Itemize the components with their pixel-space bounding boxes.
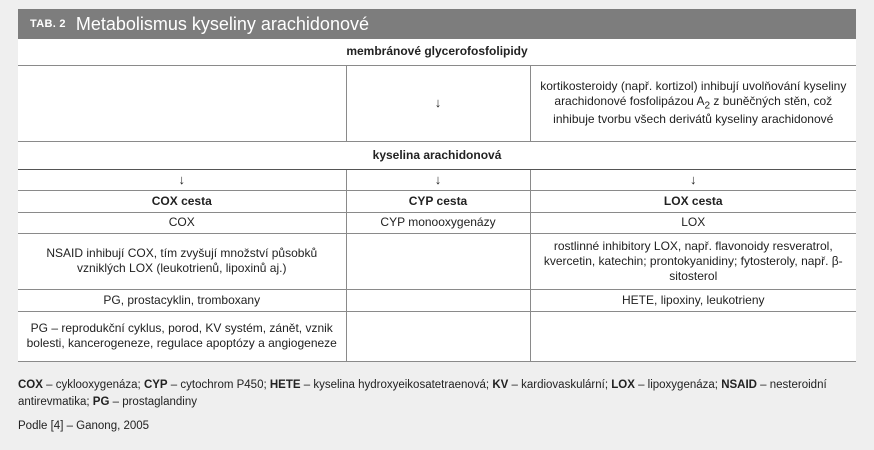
down-arrow-icon: ↓ bbox=[530, 169, 856, 190]
abbr-term: KV bbox=[492, 379, 509, 391]
metabolism-table bbox=[18, 39, 856, 362]
cyp-effects-cell bbox=[346, 311, 530, 361]
cox-inhibitors-cell: NSAID inhibují COX, tím zvyšují množství působků vzniklých LOX (leukotrienů, lipoxinů aj.) bbox=[18, 233, 346, 289]
lox-effects-cell bbox=[530, 311, 856, 361]
abbreviations-note bbox=[18, 377, 858, 412]
corticosteroid-note-text: kortikosteroidy (např. kortizol) inhibují uvolňování kyseliny arachidonové fosfolipázou A bbox=[540, 78, 847, 108]
cyp-inhibitors-cell bbox=[346, 233, 530, 289]
table-row bbox=[18, 311, 856, 361]
table-row bbox=[18, 65, 856, 141]
corticosteroid-note-text-end: z buněčných stěn, což inhibuje tvorbu všech derivátů kyseliny arachidonové bbox=[553, 93, 834, 127]
lox-enzyme-cell: LOX bbox=[530, 212, 856, 233]
membrane-phospholipids-cell: membránové glycerofosfolipidy bbox=[18, 39, 856, 65]
abbr-definition: – lipoxygenáza; bbox=[634, 379, 722, 391]
source-note: Podle [4] – Ganong, 2005 bbox=[18, 419, 150, 432]
table-row bbox=[18, 141, 856, 169]
table-row bbox=[18, 289, 856, 311]
cox-pathway-header: COX cesta bbox=[18, 190, 346, 212]
table-title: Metabolismus kyseliny arachidonové bbox=[75, 13, 369, 34]
abbr-definition: – cyklooxygenáza; bbox=[42, 379, 144, 391]
cyp-pathway-header: CYP cesta bbox=[346, 190, 530, 212]
lox-products-cell: HETE, lipoxiny, leukotrieny bbox=[530, 289, 856, 311]
lox-pathway-header: LOX cesta bbox=[530, 190, 856, 212]
table-footnotes bbox=[18, 377, 858, 435]
empty-cell bbox=[18, 65, 346, 141]
abbr-term: HETE bbox=[269, 379, 301, 391]
table-row bbox=[18, 233, 856, 289]
subscript-2: 2 bbox=[704, 99, 711, 111]
down-arrow-icon: ↓ bbox=[346, 169, 530, 190]
down-arrow-icon: ↓ bbox=[346, 65, 530, 141]
abbr-term: CYP bbox=[143, 379, 168, 391]
table-title-bar bbox=[18, 9, 856, 39]
lox-inhibitors-cell: rostlinné inhibitory LOX, např. flavonoidy resveratrol, kvercetin, katechin; prontokyanidiny; fytosteroly, např. β-sitosterol bbox=[530, 233, 856, 289]
table-number-label: TAB. 2 bbox=[30, 18, 66, 30]
cox-products-cell: PG, prostacyklin, tromboxany bbox=[18, 289, 346, 311]
table-row bbox=[18, 169, 856, 190]
cox-enzyme-cell: COX bbox=[18, 212, 346, 233]
table-row bbox=[18, 212, 856, 233]
abbr-term: NSAID bbox=[721, 379, 757, 391]
abbr-definition: – nesteroidní antirevmatika; bbox=[18, 379, 827, 409]
table-row bbox=[18, 190, 856, 212]
cyp-products-cell bbox=[346, 289, 530, 311]
abbr-term: PG bbox=[92, 396, 110, 409]
abbr-definition: – kardiovaskulární; bbox=[508, 379, 612, 391]
abbr-term: LOX bbox=[611, 379, 635, 391]
arachidonic-acid-cell: kyselina arachidonová bbox=[18, 141, 856, 169]
abbr-definition: – kyselina hydroxyeikosatetraenová; bbox=[300, 379, 493, 391]
corticosteroid-note-cell bbox=[530, 65, 856, 141]
table-frame bbox=[18, 9, 856, 362]
cox-effects-cell: PG – reprodukční cyklus, porod, KV systém, zánět, vznik bolesti, kancerogeneze, regulace apoptózy a angiogeneze bbox=[18, 311, 346, 361]
abbr-definition: – cytochrom P450; bbox=[167, 379, 270, 391]
table-row bbox=[18, 39, 856, 65]
down-arrow-icon: ↓ bbox=[18, 169, 346, 190]
cyp-enzyme-cell: CYP monooxygenázy bbox=[346, 212, 530, 233]
abbr-term: COX bbox=[18, 379, 43, 391]
abbr-definition: – prostaglandiny bbox=[109, 396, 197, 409]
